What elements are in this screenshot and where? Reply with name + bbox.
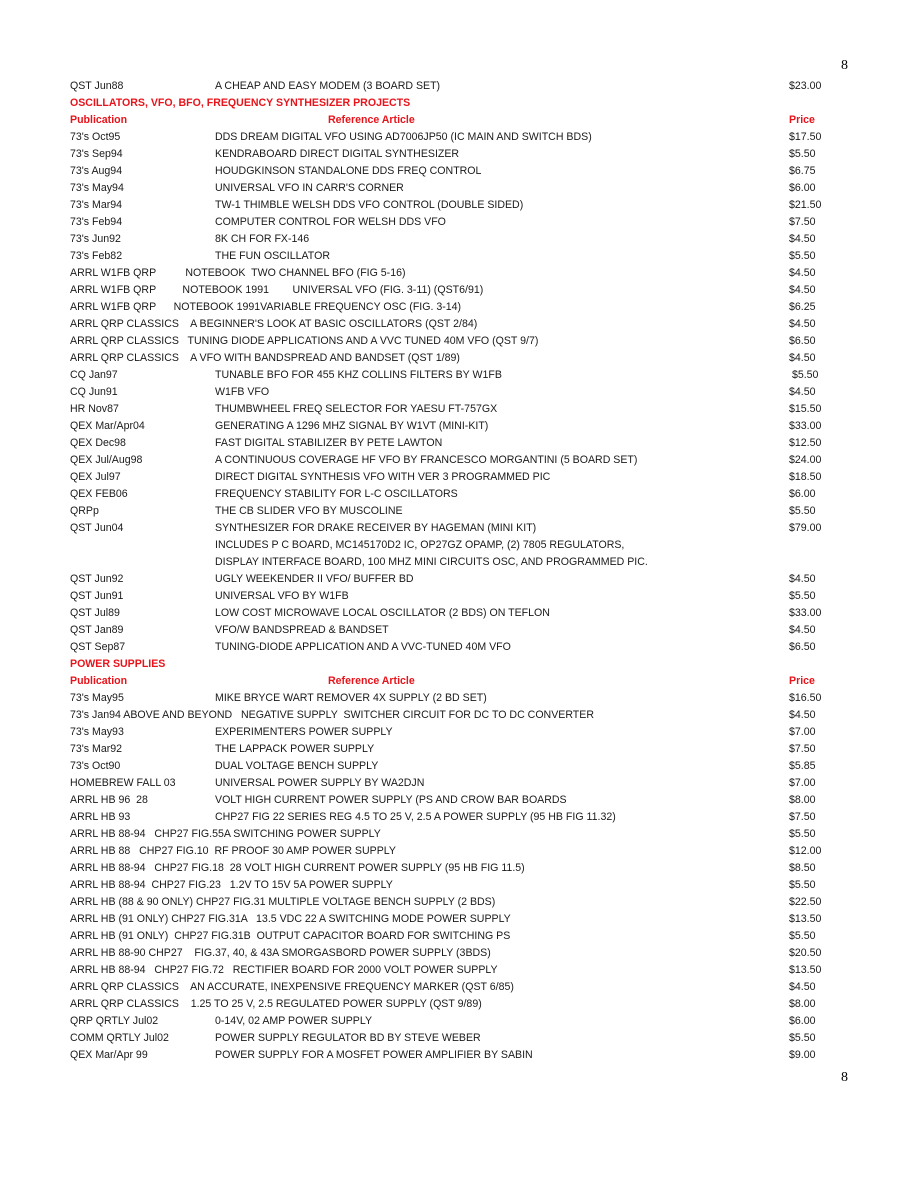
catalog-article: UNIVERSAL VFO IN CARR'S CORNER <box>215 182 404 194</box>
catalog-entry-text: ARRL QRP CLASSICS AN ACCURATE, INEXPENSIVE FREQUENCY MARKER (QST 6/85) <box>70 981 514 993</box>
catalog-row-continuation <box>70 554 850 571</box>
catalog-publication: 73's Oct90 <box>70 760 121 772</box>
catalog-price: $4.50 <box>789 233 816 245</box>
catalog-row <box>70 1013 850 1030</box>
catalog-row <box>70 775 850 792</box>
catalog-row <box>70 707 850 724</box>
catalog-publication: 73's Mar92 <box>70 743 123 755</box>
catalog-publication: QST Jun88 <box>70 80 124 92</box>
catalog-publication: CQ Jan97 <box>70 369 118 381</box>
catalog-publication: 73's Jun92 <box>70 233 121 245</box>
catalog-row <box>70 622 850 639</box>
column-header-row <box>70 673 850 690</box>
catalog-price: $6.50 <box>789 641 816 653</box>
catalog-article: INCLUDES P C BOARD, MC145170D2 IC, OP27GZ OPAMP, (2) 7805 REGULATORS, <box>215 539 625 551</box>
catalog-article: HOUDGKINSON STANDALONE DDS FREQ CONTROL <box>215 165 482 177</box>
catalog-entry-text: ARRL QRP CLASSICS 1.25 TO 25 V, 2.5 REGULATED POWER SUPPLY (QST 9/89) <box>70 998 482 1010</box>
catalog-row <box>70 384 850 401</box>
catalog-price: $5.50 <box>789 369 819 381</box>
catalog-price: $22.50 <box>789 896 822 908</box>
catalog-article: UGLY WEEKENDER II VFO/ BUFFER BD <box>215 573 414 585</box>
catalog-article: EXPERIMENTERS POWER SUPPLY <box>215 726 393 738</box>
catalog-price: $4.50 <box>789 318 816 330</box>
catalog-entry-text: ARRL HB 88-94 CHP27 FIG.55A SWITCHING POWER SUPPLY <box>70 828 381 840</box>
catalog-price: $8.00 <box>789 998 816 1010</box>
catalog-price: $7.50 <box>789 743 816 755</box>
catalog-price: $6.25 <box>789 301 816 313</box>
catalog-article: MIKE BRYCE WART REMOVER 4X SUPPLY (2 BD SET) <box>215 692 487 704</box>
catalog-price: $6.50 <box>789 335 816 347</box>
catalog-price: $5.50 <box>789 590 816 602</box>
catalog-article: KENDRABOARD DIRECT DIGITAL SYNTHESIZER <box>215 148 460 160</box>
catalog-article: GENERATING A 1296 MHZ SIGNAL BY W1VT (MINI-KIT) <box>215 420 489 432</box>
catalog-row <box>70 894 850 911</box>
catalog-price: $20.50 <box>789 947 822 959</box>
catalog-row <box>70 333 850 350</box>
section-heading <box>70 656 850 673</box>
catalog-price: $5.50 <box>789 1032 816 1044</box>
catalog-article: TUNABLE BFO FOR 455 KHZ COLLINS FILTERS BY W1FB <box>215 369 502 381</box>
catalog-row <box>70 690 850 707</box>
catalog-publication: QEX Dec98 <box>70 437 126 449</box>
catalog-list <box>70 78 850 1064</box>
catalog-publication: QEX Jul97 <box>70 471 121 483</box>
catalog-entry-text: ARRL QRP CLASSICS A VFO WITH BANDSPREAD AND BANDSET (QST 1/89) <box>70 352 460 364</box>
catalog-publication: QRPp <box>70 505 99 517</box>
catalog-price: $4.50 <box>789 284 816 296</box>
catalog-row <box>70 469 850 486</box>
catalog-publication: 73's Aug94 <box>70 165 123 177</box>
catalog-entry-text: ARRL HB 88-90 CHP27 FIG.37, 40, & 43A SMORGASBORD POWER SUPPLY (3BDS) <box>70 947 491 959</box>
catalog-publication: QST Jun91 <box>70 590 124 602</box>
catalog-row <box>70 826 850 843</box>
catalog-row <box>70 571 850 588</box>
catalog-publication: CQ Jun91 <box>70 386 118 398</box>
catalog-row <box>70 350 850 367</box>
catalog-publication: QST Jul89 <box>70 607 120 619</box>
catalog-article: DISPLAY INTERFACE BOARD, 100 MHZ MINI CIRCUITS OSC, AND PROGRAMMED PIC. <box>215 556 648 568</box>
catalog-price: $16.50 <box>789 692 822 704</box>
catalog-entry-text: ARRL HB 88-94 CHP27 FIG.23 1.2V TO 15V 5A POWER SUPPLY <box>70 879 393 891</box>
catalog-publication: 73's Mar94 <box>70 199 123 211</box>
catalog-publication: QST Jun92 <box>70 573 124 585</box>
catalog-entry-text: ARRL W1FB QRP NOTEBOOK 1991 UNIVERSAL VFO (FIG. 3-11) (QST6/91) <box>70 284 484 296</box>
catalog-row <box>70 316 850 333</box>
catalog-row <box>70 605 850 622</box>
catalog-publication: QEX Mar/Apr 99 <box>70 1049 148 1061</box>
catalog-price: $23.00 <box>789 80 822 92</box>
catalog-row <box>70 911 850 928</box>
catalog-publication: QST Jan89 <box>70 624 124 636</box>
catalog-article: THE FUN OSCILLATOR <box>215 250 330 262</box>
catalog-article: TUNING-DIODE APPLICATION AND A VVC-TUNED 40M VFO <box>215 641 511 653</box>
catalog-price: $7.00 <box>789 726 816 738</box>
catalog-row <box>70 588 850 605</box>
catalog-price: $8.50 <box>789 862 816 874</box>
catalog-row <box>70 214 850 231</box>
catalog-row <box>70 979 850 996</box>
catalog-row <box>70 1030 850 1047</box>
catalog-price: $4.50 <box>789 386 816 398</box>
catalog-price: $6.00 <box>789 1015 816 1027</box>
catalog-article: VFO/W BANDSPREAD & BANDSET <box>215 624 389 636</box>
catalog-row <box>70 265 850 282</box>
catalog-row <box>70 724 850 741</box>
catalog-publication: HR Nov87 <box>70 403 119 415</box>
column-header-price: Price <box>789 114 815 126</box>
column-header-publication: Publication <box>70 114 128 126</box>
catalog-price: $18.50 <box>789 471 822 483</box>
catalog-article: W1FB VFO <box>215 386 270 398</box>
catalog-publication: QST Sep87 <box>70 641 126 653</box>
catalog-row <box>70 758 850 775</box>
catalog-row <box>70 163 850 180</box>
catalog-article: POWER SUPPLY FOR A MOSFET POWER AMPLIFIER BY SABIN <box>215 1049 533 1061</box>
catalog-price: $6.00 <box>789 182 816 194</box>
catalog-publication: HOMEBREW FALL 03 <box>70 777 176 789</box>
catalog-article: UNIVERSAL VFO BY W1FB <box>215 590 349 602</box>
catalog-row <box>70 503 850 520</box>
catalog-price: $21.50 <box>789 199 822 211</box>
catalog-article: UNIVERSAL POWER SUPPLY BY WA2DJN <box>215 777 425 789</box>
catalog-price: $4.50 <box>789 624 816 636</box>
catalog-price: $4.50 <box>789 981 816 993</box>
catalog-publication: 73's May93 <box>70 726 124 738</box>
catalog-price: $15.50 <box>789 403 822 415</box>
catalog-row <box>70 962 850 979</box>
catalog-publication: 73's Sep94 <box>70 148 123 160</box>
catalog-entry-text: ARRL HB 88-94 CHP27 FIG.72 RECTIFIER BOARD FOR 2000 VOLT POWER SUPPLY <box>70 964 498 976</box>
catalog-price: $5.50 <box>789 930 816 942</box>
catalog-publication: 73's Oct95 <box>70 131 121 143</box>
catalog-price: $9.00 <box>789 1049 816 1061</box>
catalog-row <box>70 299 850 316</box>
catalog-publication: QEX FEB06 <box>70 488 128 500</box>
catalog-price: $17.50 <box>789 131 822 143</box>
column-header-article: Reference Article <box>328 675 415 687</box>
catalog-price: $7.50 <box>789 216 816 228</box>
catalog-publication: QEX Mar/Apr04 <box>70 420 145 432</box>
catalog-entry-text: ARRL QRP CLASSICS A BEGINNER'S LOOK AT BASIC OSCILLATORS (QST 2/84) <box>70 318 478 330</box>
section-heading-text: OSCILLATORS, VFO, BFO, FREQUENCY SYNTHESIZER PROJECTS <box>70 97 411 109</box>
catalog-row <box>70 78 850 95</box>
catalog-price: $5.50 <box>789 828 816 840</box>
catalog-row <box>70 520 850 537</box>
catalog-publication: 73's Feb94 <box>70 216 123 228</box>
catalog-row <box>70 435 850 452</box>
catalog-price: $4.50 <box>789 267 816 279</box>
catalog-row <box>70 877 850 894</box>
catalog-price: $8.00 <box>789 794 816 806</box>
catalog-article: DUAL VOLTAGE BENCH SUPPLY <box>215 760 379 772</box>
catalog-price: $6.00 <box>789 488 816 500</box>
catalog-article: FREQUENCY STABILITY FOR L-C OSCILLATORS <box>215 488 458 500</box>
catalog-article: CHP27 FIG 22 SERIES REG 4.5 TO 25 V, 2.5 A POWER SUPPLY (95 HB FIG 11.32) <box>215 811 616 823</box>
catalog-price: $7.50 <box>789 811 816 823</box>
catalog-price: $12.50 <box>789 437 822 449</box>
catalog-article: SYNTHESIZER FOR DRAKE RECEIVER BY HAGEMAN (MINI KIT) <box>215 522 537 534</box>
catalog-row <box>70 486 850 503</box>
catalog-row <box>70 639 850 656</box>
catalog-article: DDS DREAM DIGITAL VFO USING AD7006JP50 (IC MAIN AND SWITCH BDS) <box>215 131 592 143</box>
page-number-top: 8 <box>841 58 848 73</box>
catalog-price: $13.50 <box>789 913 822 925</box>
catalog-publication: ARRL HB 93 <box>70 811 131 823</box>
catalog-article: 0-14V, 02 AMP POWER SUPPLY <box>215 1015 373 1027</box>
catalog-article: A CHEAP AND EASY MODEM (3 BOARD SET) <box>215 80 441 92</box>
catalog-price: $5.50 <box>789 250 816 262</box>
catalog-price: $33.00 <box>789 607 822 619</box>
catalog-row <box>70 401 850 418</box>
catalog-price: $5.50 <box>789 148 816 160</box>
page-number-bottom: 8 <box>841 1070 848 1085</box>
catalog-article: VOLT HIGH CURRENT POWER SUPPLY (PS AND CROW BAR BOARDS <box>215 794 567 806</box>
catalog-article: COMPUTER CONTROL FOR WELSH DDS VFO <box>215 216 446 228</box>
catalog-price: $5.50 <box>789 505 816 517</box>
catalog-publication: 73's Feb82 <box>70 250 123 262</box>
catalog-article: LOW COST MICROWAVE LOCAL OSCILLATOR (2 BDS) ON TEFLON <box>215 607 550 619</box>
catalog-row <box>70 928 850 945</box>
catalog-publication: QRP QRTLY Jul02 <box>70 1015 159 1027</box>
catalog-row <box>70 248 850 265</box>
catalog-entry-text: ARRL HB 88-94 CHP27 FIG.18 28 VOLT HIGH CURRENT POWER SUPPLY (95 HB FIG 11.5) <box>70 862 525 874</box>
catalog-row <box>70 197 850 214</box>
catalog-row <box>70 129 850 146</box>
catalog-entry-text: ARRL HB (91 ONLY) CHP27 FIG.31B OUTPUT CAPACITOR BOARD FOR SWITCHING PS <box>70 930 511 942</box>
catalog-entry-text: ARRL W1FB QRP NOTEBOOK TWO CHANNEL BFO (FIG 5-16) <box>70 267 406 279</box>
catalog-publication: QEX Jul/Aug98 <box>70 454 143 466</box>
catalog-article: THE CB SLIDER VFO BY MUSCOLINE <box>215 505 403 517</box>
catalog-entry-text: 73's Jan94 ABOVE AND BEYOND NEGATIVE SUPPLY SWITCHER CIRCUIT FOR DC TO DC CONVERTER <box>70 709 594 721</box>
catalog-price: $4.50 <box>789 709 816 721</box>
column-header-price: Price <box>789 675 815 687</box>
catalog-publication: 73's May94 <box>70 182 124 194</box>
catalog-article: A CONTINUOUS COVERAGE HF VFO BY FRANCESCO MORGANTINI (5 BOARD SET) <box>215 454 638 466</box>
catalog-row <box>70 231 850 248</box>
catalog-row <box>70 809 850 826</box>
catalog-entry-text: ARRL HB 88 CHP27 FIG.10 RF PROOF 30 AMP POWER SUPPLY <box>70 845 396 857</box>
catalog-row <box>70 146 850 163</box>
catalog-row <box>70 282 850 299</box>
catalog-article: THE LAPPACK POWER SUPPLY <box>215 743 375 755</box>
catalog-row <box>70 860 850 877</box>
catalog-price: $4.50 <box>789 352 816 364</box>
catalog-row <box>70 1047 850 1064</box>
catalog-price: $79.00 <box>789 522 822 534</box>
catalog-publication: QST Jun04 <box>70 522 124 534</box>
section-heading <box>70 95 850 112</box>
catalog-row <box>70 792 850 809</box>
catalog-row <box>70 945 850 962</box>
catalog-row-continuation <box>70 537 850 554</box>
catalog-row <box>70 741 850 758</box>
catalog-publication: COMM QRTLY Jul02 <box>70 1032 169 1044</box>
catalog-article: FAST DIGITAL STABILIZER BY PETE LAWTON <box>215 437 443 449</box>
catalog-row <box>70 843 850 860</box>
catalog-entry-text: ARRL HB (88 & 90 ONLY) CHP27 FIG.31 MULTIPLE VOLTAGE BENCH SUPPLY (2 BDS) <box>70 896 496 908</box>
section-heading-text: POWER SUPPLIES <box>70 658 166 670</box>
catalog-publication: ARRL HB 96 28 <box>70 794 148 806</box>
catalog-article: DIRECT DIGITAL SYNTHESIS VFO WITH VER 3 PROGRAMMED PIC <box>215 471 551 483</box>
catalog-price: $5.50 <box>789 879 816 891</box>
catalog-row <box>70 452 850 469</box>
catalog-price: $24.00 <box>789 454 822 466</box>
catalog-price: $6.75 <box>789 165 816 177</box>
catalog-price: $13.50 <box>789 964 822 976</box>
catalog-row <box>70 367 850 384</box>
catalog-price: $33.00 <box>789 420 822 432</box>
column-header-article: Reference Article <box>328 114 415 126</box>
catalog-price: $7.00 <box>789 777 816 789</box>
catalog-article: 8K CH FOR FX-146 <box>215 233 310 245</box>
column-header-publication: Publication <box>70 675 128 687</box>
catalog-price: $5.85 <box>789 760 816 772</box>
catalog-article: POWER SUPPLY REGULATOR BD BY STEVE WEBER <box>215 1032 481 1044</box>
catalog-entry-text: ARRL W1FB QRP NOTEBOOK 1991VARIABLE FREQUENCY OSC (FIG. 3-14) <box>70 301 462 313</box>
column-header-row <box>70 112 850 129</box>
catalog-article: THUMBWHEEL FREQ SELECTOR FOR YAESU FT-757GX <box>215 403 498 415</box>
catalog-publication: 73's May95 <box>70 692 124 704</box>
catalog-row <box>70 180 850 197</box>
catalog-price: $4.50 <box>789 573 816 585</box>
catalog-entry-text: ARRL QRP CLASSICS TUNING DIODE APPLICATIONS AND A VVC TUNED 40M VFO (QST 9/7) <box>70 335 539 347</box>
catalog-price: $12.00 <box>789 845 822 857</box>
catalog-row <box>70 418 850 435</box>
catalog-row <box>70 996 850 1013</box>
catalog-article: TW-1 THIMBLE WELSH DDS VFO CONTROL (DOUBLE SIDED) <box>215 199 524 211</box>
catalog-entry-text: ARRL HB (91 ONLY) CHP27 FIG.31A 13.5 VDC 22 A SWITCHING MODE POWER SUPPLY <box>70 913 511 925</box>
